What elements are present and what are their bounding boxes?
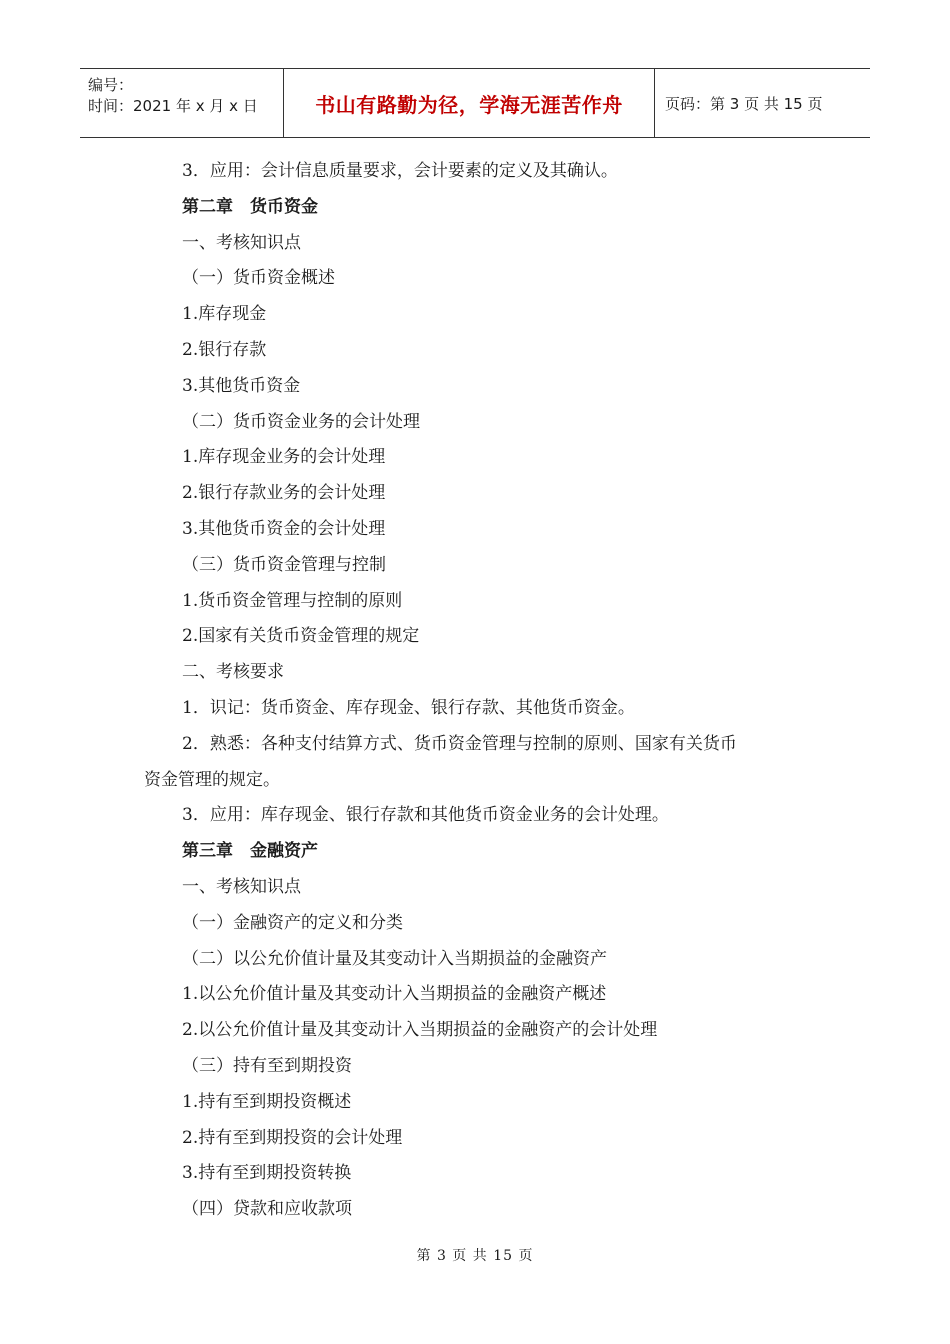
text-line: 3.持有至到期投资转换 — [182, 1163, 352, 1184]
page-footer: 第 3 页 共 15 页 — [416, 1248, 534, 1264]
header-page-cell — [655, 69, 870, 137]
header-page-number: 页码：第 3 页 共 15 页 — [665, 94, 823, 113]
chapter-heading: 第三章 金融资产 — [182, 841, 318, 862]
text-line: （一）货币资金概述 — [182, 268, 335, 289]
text-line: 1.持有至到期投资概述 — [182, 1091, 352, 1112]
text-line: 1.货币资金管理与控制的原则 — [182, 590, 403, 611]
text-line: （二）以公允价值计量及其变动计入当期损益的金融资产 — [182, 948, 607, 969]
page-header — [80, 68, 870, 138]
text-line: 2.持有至到期投资的会计处理 — [182, 1127, 403, 1148]
text-line: （四）贷款和应收款项 — [182, 1199, 352, 1220]
text-line: 2．熟悉：各种支付结算方式、货币资金管理与控制的原则、国家有关货币 — [182, 733, 737, 754]
header-motto: 书山有路勤为径，学海无涯苦作舟 — [315, 92, 623, 117]
text-line: 3.其他货币资金的会计处理 — [182, 518, 386, 539]
header-meta — [80, 69, 283, 137]
header-motto-cell — [283, 69, 655, 137]
text-line: （三）货币资金管理与控制 — [182, 554, 386, 575]
text-line: 一、考核知识点 — [182, 232, 301, 253]
chapter-heading: 第二章 货币资金 — [182, 196, 318, 217]
text-line: 2.国家有关货币资金管理的规定 — [182, 626, 420, 647]
text-line: 2.银行存款 — [182, 339, 267, 360]
text-line: （三）持有至到期投资 — [182, 1055, 352, 1076]
text-line: 3．应用：库存现金、银行存款和其他货币资金业务的会计处理。 — [182, 805, 669, 826]
document-date-label: 时间：2021 年 x 月 x 日 — [88, 97, 258, 115]
text-line: （一）金融资产的定义和分类 — [182, 912, 403, 933]
text-line: 2.银行存款业务的会计处理 — [182, 483, 386, 504]
text-line: 1．识记：货币资金、库存现金、银行存款、其他货币资金。 — [182, 697, 635, 718]
document-body — [144, 154, 824, 1228]
text-line: 资金管理的规定。 — [144, 769, 280, 790]
text-line: （二）货币资金业务的会计处理 — [182, 411, 420, 432]
text-line: 1.库存现金业务的会计处理 — [182, 447, 386, 468]
text-line: 1.以公允价值计量及其变动计入当期损益的金融资产概述 — [182, 984, 607, 1005]
text-line: 二、考核要求 — [182, 662, 284, 683]
text-line: 1.库存现金 — [182, 304, 267, 325]
text-line: 3．应用：会计信息质量要求，会计要素的定义及其确认。 — [182, 161, 618, 181]
text-line: 2.以公允价值计量及其变动计入当期损益的金融资产的会计处理 — [182, 1020, 658, 1041]
text-line: 一、考核知识点 — [182, 876, 301, 897]
document-number-label: 编号： — [88, 76, 134, 94]
text-line: 3.其他货币资金 — [182, 375, 301, 396]
